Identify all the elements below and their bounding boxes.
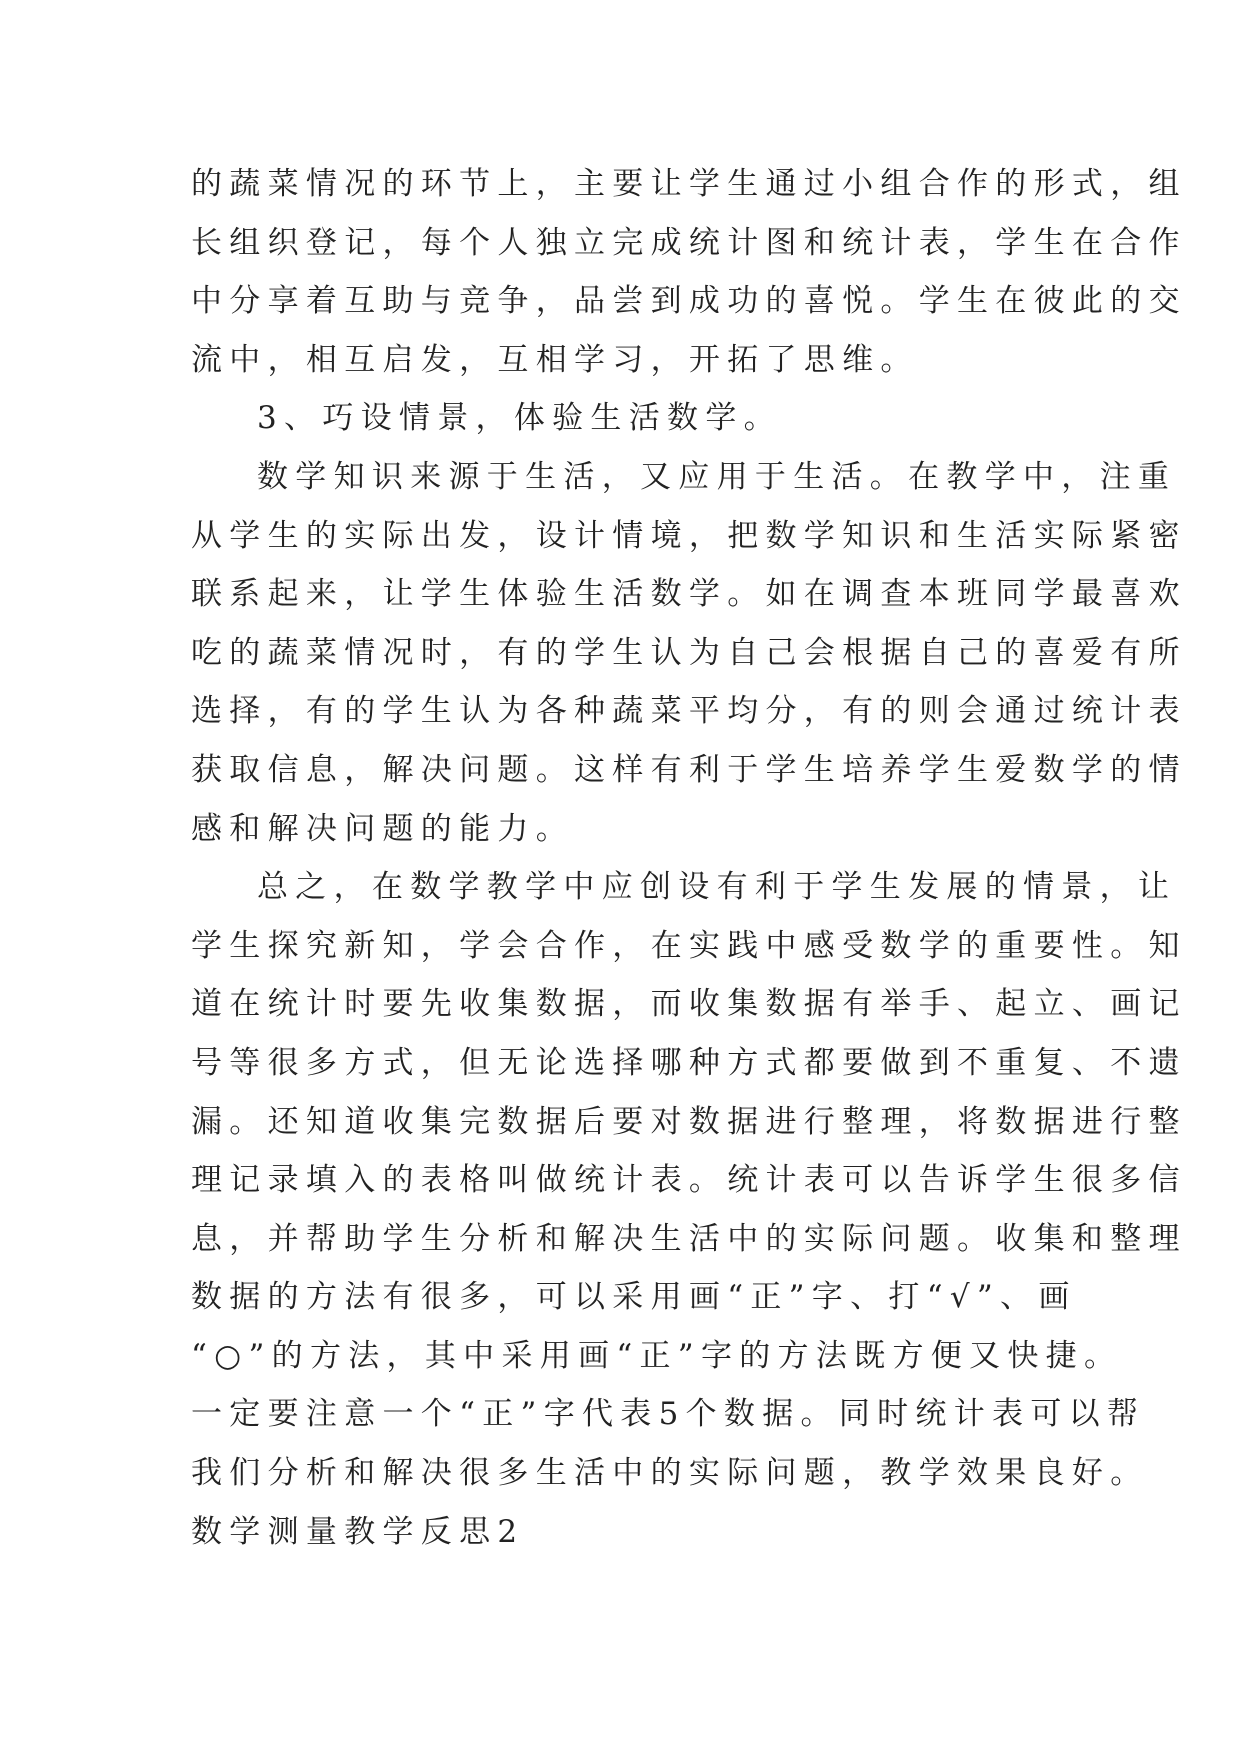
text-line: 息，并帮助学生分析和解决生活中的实际问题。收集和整理 — [191, 1220, 1187, 1257]
text-line: 道在统计时要先收集数据，而收集数据有举手、起立、画记 — [191, 986, 1187, 1023]
text-line: 我们分析和解决很多生活中的实际问题，教学效果良好。 — [191, 1455, 1149, 1492]
text-line: 感和解决问题的能力。 — [191, 810, 574, 847]
text-line: 的蔬菜情况的环节上，主要让学生通过小组合作的形式，组 — [191, 166, 1187, 202]
text-line: 学生探究新知，学会合作，在实践中感受数学的重要性。知 — [191, 927, 1187, 964]
text-line: 漏。还知道收集完数据后要对数据进行整理，将数据进行整 — [191, 1103, 1187, 1140]
text-line: 总之，在数学教学中应创设有利于学生发展的情景，让 — [257, 869, 1177, 906]
text-line: 中分享着互助与竞争，品尝到成功的喜悦。学生在彼此的交 — [191, 283, 1187, 320]
text-line: 吃的蔬菜情况时，有的学生认为自己会根据自己的喜爱有所 — [191, 634, 1187, 671]
text-line: 获取信息，解决问题。这样有利于学生培养学生爱数学的情 — [191, 751, 1187, 788]
text-line: 一定要注意一个“正”字代表5个数据。同时统计表可以帮 — [191, 1396, 1146, 1433]
text-line: 号等很多方式，但无论选择哪种方式都要做到不重复、不遗 — [191, 1044, 1187, 1081]
text-line: 长组织登记，每个人独立完成统计图和统计表，学生在合作 — [191, 224, 1187, 261]
text-line: 理记录填入的表格叫做统计表。统计表可以告诉学生很多信 — [191, 1162, 1187, 1199]
text-line: 从学生的实际出发，设计情境，把数学知识和生活实际紧密 — [191, 517, 1187, 554]
text-line: 选择，有的学生认为各种蔬菜平均分，有的则会通过统计表 — [191, 693, 1187, 730]
text-line: 联系起来，让学生体验生活数学。如在调查本班同学最喜欢 — [191, 576, 1187, 613]
document-body — [191, 155, 1187, 1561]
text-line: 数据的方法有很多，可以采用画“正”字、打“√”、画 — [191, 1279, 1077, 1316]
section-heading: 3、巧设情景，体验生活数学。 — [257, 400, 782, 437]
text-line: 流中，相互启发，互相学习，开拓了思维。 — [191, 341, 919, 378]
document-title: 数学测量教学反思2 — [191, 1513, 525, 1550]
text-line: 数学知识来源于生活，又应用于生活。在教学中，注重 — [257, 458, 1177, 495]
text-line: “○”的方法，其中采用画“正”字的方法既方便又快捷。 — [191, 1337, 1123, 1374]
